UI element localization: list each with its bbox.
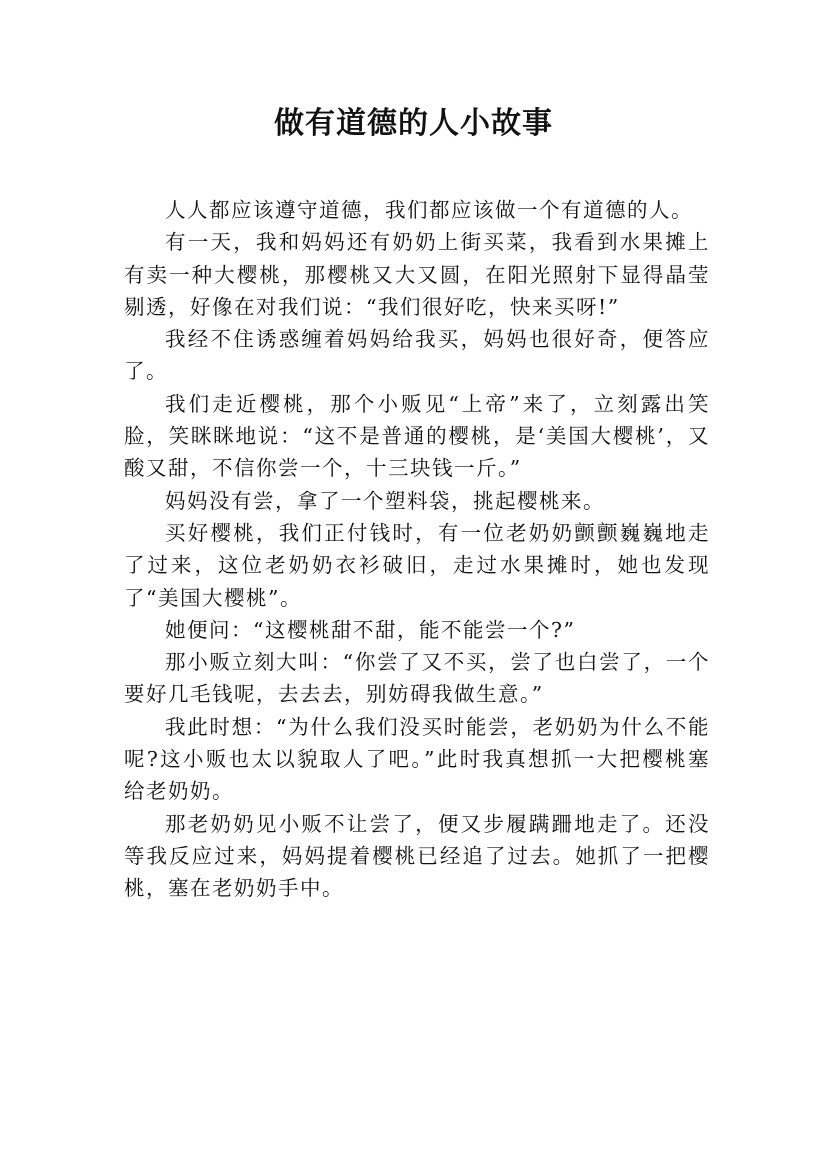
paragraph-10: 那老奶奶见小贩不让尝了，便又步履蹒跚地走了。还没等我反应过来，妈妈提着樱桃已经追了过去。她抓了一把樱桃，塞在老奶奶手中。 (124, 811, 710, 901)
paragraph-4: 我们走近樱桃，那个小贩见“上帝”来了，立刻露出笑脸，笑眯眯地说：“这不是普通的樱桃，是‘美国大樱桃’，又酸又甜，不信你尝一个，十三块钱一斤。” (124, 391, 710, 481)
document-body (124, 194, 710, 905)
paragraph-2: 有一天，我和妈妈还有奶奶上街买菜，我看到水果摊上有卖一种大樱桃，那樱桃又大又圆，在阳光照射下显得晶莹剔透，好像在对我们说：“我们很好吃，快来买呀!” (124, 230, 710, 319)
paragraph-1: 人人都应该遵守道德，我们都应该做一个有道德的人。 (165, 198, 693, 222)
paragraph-6: 买好樱桃，我们正付钱时，有一位老奶奶颤颤巍巍地走了过来，这位老奶奶衣衫破旧，走过水果摊时，她也发现了“美国大樱桃”。 (124, 520, 710, 610)
paragraph-3: 我经不住诱惑缠着妈妈给我买，妈妈也很好奇，便答应了。 (124, 327, 710, 384)
document-title: 做有道德的人小故事 (274, 106, 553, 141)
paragraph-8: 那小贩立刻大叫：“你尝了又不买，尝了也白尝了，一个要好几毛钱呢，去去去，别妨碍我做生意。” (124, 650, 710, 707)
paragraph-9: 我此时想：“为什么我们没买时能尝，老奶奶为什么不能呢?这小贩也太以貌取人了吧。”此时我真想抓一大把樱桃塞给老奶奶。 (124, 714, 710, 804)
paragraph-7: 她便问：“这樱桃甜不甜，能不能尝一个?” (165, 617, 576, 642)
paragraph-5: 妈妈没有尝，拿了一个塑料袋，挑起樱桃来。 (165, 488, 605, 513)
